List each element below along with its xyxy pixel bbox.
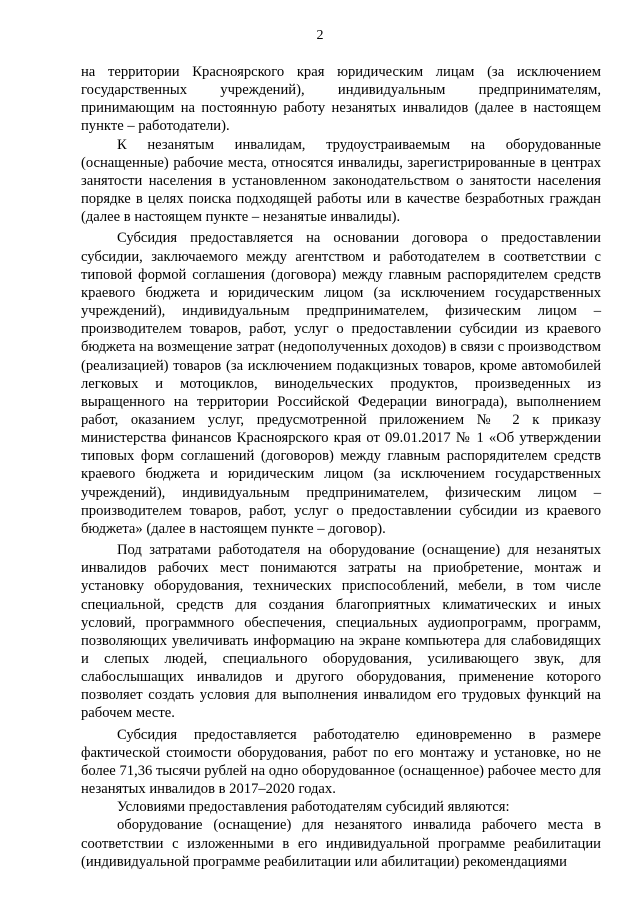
paragraph-conditions-heading: Условиями предоставления работодателям субсидий являются:	[117, 799, 510, 816]
paragraph-unemployed-disabled: К незанятым инвалидам, трудоустраиваемым на оборудованные (оснащенные) рабочие места, относятся инвалиды, зарегистрированные в центрах занятости населения в установленном законодательством о занятости населения порядке в целях поиска подходящей работы или в качестве безработных граждан (далее в настоящем пункте – незанятые инвалиды).	[81, 136, 601, 226]
paragraph-subsidy-agreement: Субсидия предоставляется на основании договора о предоставлении субсидии, заключаемого между агентством и работодателем в соответствии с типовой формой соглашения (договора) между главным распорядителем средств краевого бюджета и юридическим лицом (за исключением государственных учреждений), индивидуальным предпринимателем, физическим лицом – производителем товаров, работ, услуг о предоставлении субсидии из краевого бюджета на возмещение затрат (недополученных доходов) в связи с производством (реализацией) товаров (за исключением подакцизных товаров, кроме автомобилей легковых и мотоциклов, винодельческих продуктов, произведенных из выращенного на территории Российской Федерации винограда), выполнением работ, оказанием услуг, предусмотренной приложением № 2 к приказу министерства финансов Красноярского края от 09.01.2017 № 1 «Об утверждении типовых форм соглашений (договоров) между главным распорядителем средств краевого бюджета и юридическим лицом (за исключением государственных учреждений), индивидуальным предпринимателем, физическим лицом – производителем товаров, работ, услуг о предоставлении субсидии из краевого бюджета» (далее в настоящем пункте – договор).	[81, 230, 601, 537]
paragraph-employer-costs: Под затратами работодателя на оборудование (оснащение) для незанятых инвалидов рабочих мест понимаются затраты на приобретение, монтаж и установку оборудования, технических приспособлений, мебели, в том числе специальной, средств для создания благоприятных климатических и иных условий, программного обеспечения, специальных аудиопрограмм, программ, позволяющих увеличивать информацию на экране компьютера для слабовидящих и слепых людей, специального оборудования, усиливающего звук, для слабослышащих инвалидов и другого оборудования, применение которого позволяет создать условия для выполнения инвалидом его трудовых функций на рабочем месте.	[81, 542, 601, 722]
paragraph-continuation: на территории Красноярского края юридическим лицам (за исключением государственных учреждений), индивидуальным предпринимателям, принимающим на постоянную работу незанятых инвалидов (далее в настоящем пункте – работодатели).	[81, 64, 601, 135]
paragraph-condition-equipment: оборудование (оснащение) для незанятого инвалида рабочего места в соответствии с изложенными в его индивидуальной программе реабилитации (индивидуальной программе реабилитации или абилитации) рекомендациями	[81, 817, 601, 870]
paragraph-subsidy-amount: Субсидия предоставляется работодателю единовременно в размере фактической стоимости оборудования, работ по его монтажу и установке, но не более 71,36 тысячи рублей на одно оборудованное (оснащенное) рабочее место для незанятых инвалидов в 2017–2020 годах.	[81, 726, 601, 798]
page-number: 2	[316, 28, 324, 43]
document-body	[81, 63, 601, 871]
